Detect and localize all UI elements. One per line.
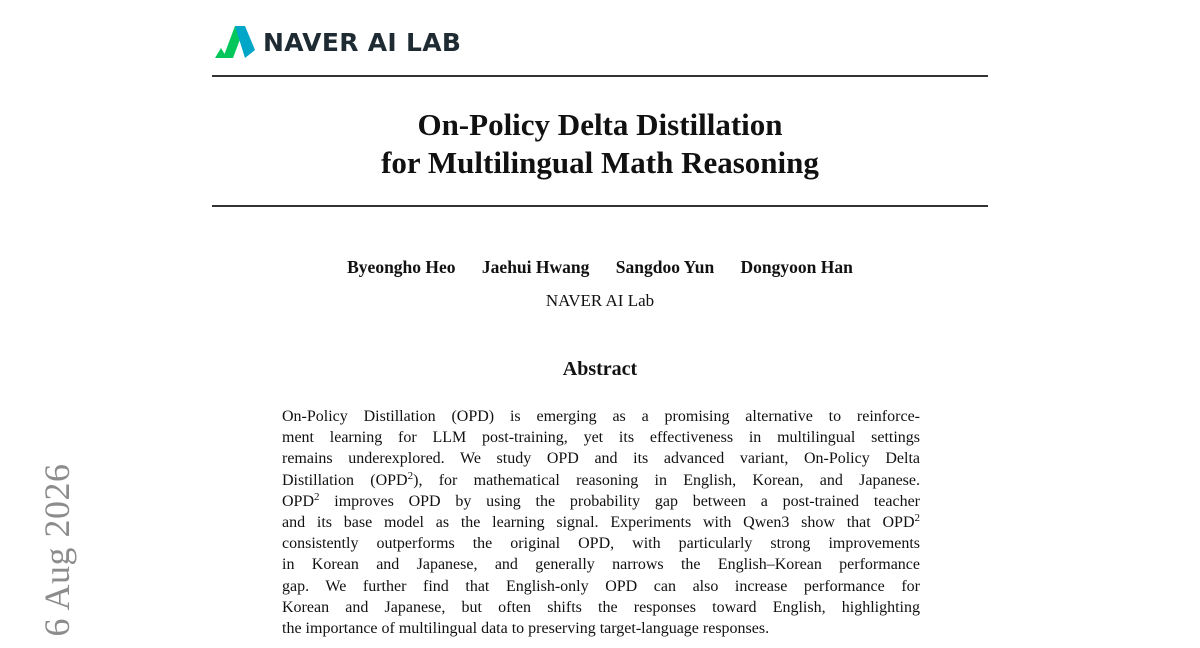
author: Byeongho Heo: [347, 257, 456, 277]
abstract-heading: Abstract: [562, 358, 638, 380]
author: Dongyoon Han: [740, 257, 853, 277]
affiliation: NAVER AI Lab: [545, 291, 655, 310]
title-line-2: for Multilingual Math Reasoning: [381, 145, 819, 180]
logo-text: NAVER AI LAB: [263, 27, 462, 57]
abstract-line: consistently outperforms the original OPD, with particularly strong improvements: [282, 535, 920, 553]
paper-title: [212, 106, 988, 182]
abstract-line: Korean and Japanese, but often shifts the responses toward English, highlighting: [282, 598, 920, 616]
abstract-line: ment learning for LLM post-training, yet its effectiveness in multilingual settings: [282, 429, 920, 447]
superscript: 2: [407, 469, 414, 482]
bottom-rule: [212, 205, 988, 207]
abstract-line: the importance of multilingual data to preserving target-language responses.: [282, 620, 770, 638]
title-line-1: On-Policy Delta Distillation: [417, 107, 783, 142]
author: Jaehui Hwang: [481, 257, 590, 277]
arxiv-date-stamp: 6 Aug 2026: [37, 463, 77, 637]
abstract-line: and its base model as the learning signal. Experiments with Qwen3 show that OPD$^2$: [282, 512, 920, 532]
abstract-line: OPD$^2$ improves OPD by using the probability gap between a post-trained teacher: [282, 490, 920, 510]
naver-ai-lab-logo: [213, 22, 461, 62]
superscript: 2: [914, 512, 920, 525]
abstract-line: gap. We further find that English-only OPD can also increase performance for: [282, 577, 920, 595]
abstract-line: remains underexplored. We study OPD and its advanced variant, On-Policy Delta: [282, 450, 920, 468]
author: Sangdoo Yun: [615, 257, 715, 277]
superscript: 2: [314, 490, 320, 503]
abstract-body: [282, 406, 920, 639]
naver-logo-mark-icon: [213, 22, 257, 62]
abstract-line: in Korean and Japanese, and generally narrows the English–Korean performance: [282, 556, 920, 574]
abstract-line: Distillation (OPD$^2$), for mathematical reasoning in English, Korean, and Japanese.: [282, 469, 920, 489]
abstract-line: On-Policy Distillation (OPD) is emerging as a promising alternative to reinforce-: [282, 408, 920, 425]
top-rule: [212, 75, 988, 77]
author-list: [212, 256, 988, 278]
